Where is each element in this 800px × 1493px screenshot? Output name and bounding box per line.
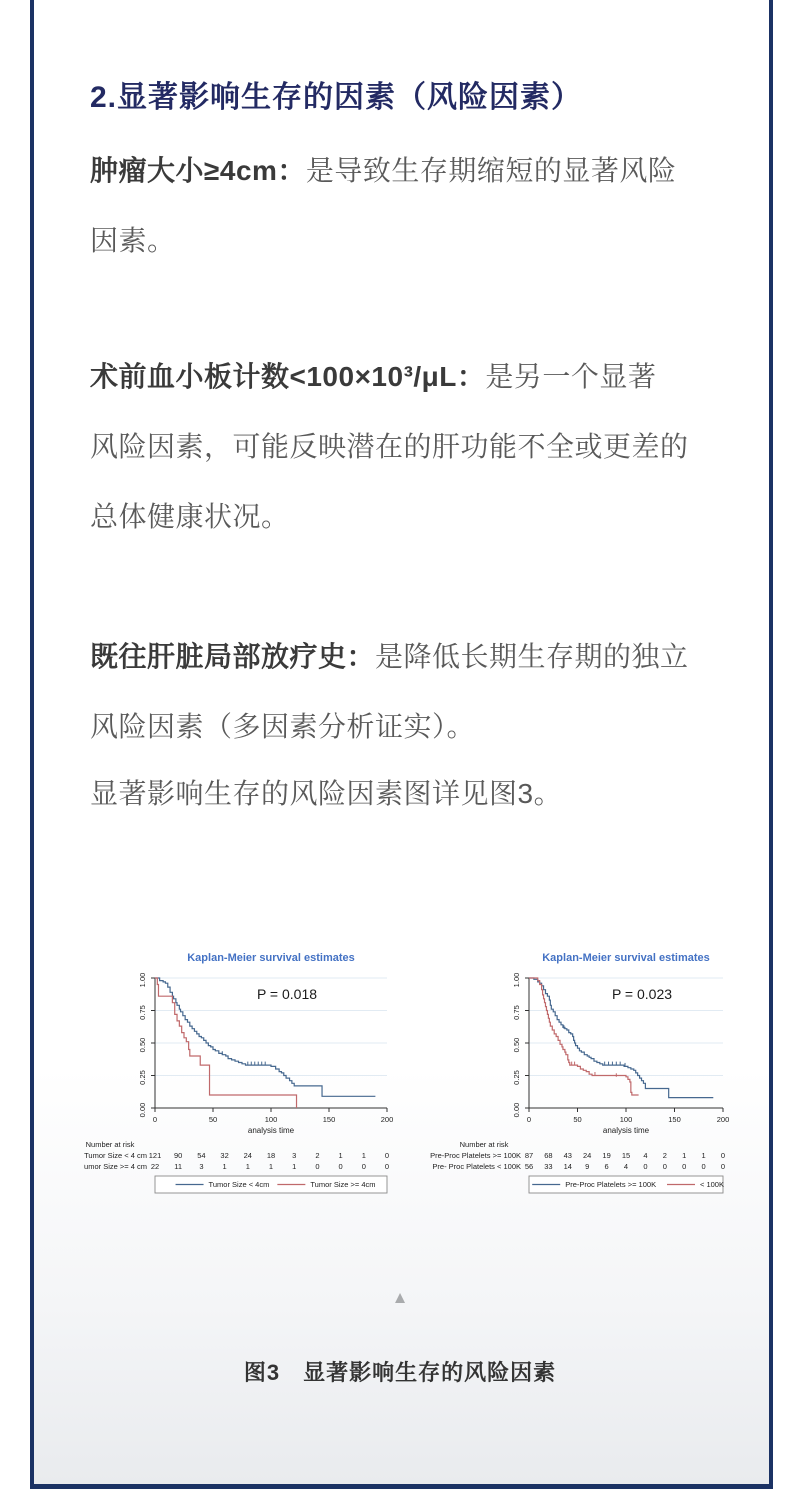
svg-text:1.00: 1.00: [512, 972, 521, 988]
figure-caption: 图3 显著影响生存的风险因素: [243, 1360, 557, 1385]
svg-text:4: 4: [643, 1151, 648, 1160]
svg-text:4: 4: [623, 1162, 629, 1171]
svg-text:1: 1: [701, 1151, 706, 1160]
svg-text:analysis time: analysis time: [247, 1126, 295, 1135]
svg-text:43: 43: [563, 1151, 572, 1160]
svg-text:0: 0: [682, 1162, 687, 1171]
km-chart-0: [84, 941, 415, 1195]
svg-text:54: 54: [197, 1151, 206, 1160]
section-heading: 2.显著影响生存的因素（风险因素）: [90, 81, 583, 114]
svg-text:1.00: 1.00: [138, 972, 147, 988]
svg-text:22: 22: [150, 1162, 160, 1171]
svg-text:1: 1: [682, 1151, 687, 1160]
svg-text:Kaplan-Meier survival estimate: Kaplan-Meier survival estimates: [542, 952, 710, 964]
svg-text:0.75: 0.75: [512, 1005, 521, 1020]
svg-text:1: 1: [222, 1162, 227, 1171]
paragraph-3-text: 是降低长期生存期的独立: [375, 641, 689, 672]
svg-text:analysis time: analysis time: [602, 1126, 650, 1135]
svg-text:150: 150: [322, 1115, 336, 1124]
svg-text:Tumor Size < 4 cm: Tumor Size < 4 cm: [84, 1151, 147, 1160]
svg-text:0: 0: [643, 1162, 648, 1171]
svg-text:Pre- Proc Platelets < 100K: Pre- Proc Platelets < 100K: [432, 1162, 521, 1171]
svg-text:24: 24: [583, 1151, 592, 1160]
svg-text:50: 50: [573, 1115, 582, 1124]
svg-text:200: 200: [380, 1115, 394, 1124]
svg-text:0: 0: [720, 1162, 726, 1171]
article-page: [30, 0, 773, 1489]
svg-text:150: 150: [668, 1115, 681, 1124]
svg-text:0.25: 0.25: [138, 1070, 147, 1085]
svg-text:< 100K: < 100K: [700, 1180, 724, 1189]
svg-text:0: 0: [701, 1162, 706, 1171]
svg-text:56: 56: [524, 1162, 534, 1171]
svg-text:0: 0: [315, 1162, 320, 1171]
svg-text:3: 3: [199, 1162, 204, 1171]
svg-text:Tumor Size >= 4cm: Tumor Size >= 4cm: [310, 1180, 376, 1189]
svg-text:0.25: 0.25: [512, 1070, 521, 1085]
svg-text:6: 6: [604, 1162, 609, 1171]
svg-text:121: 121: [148, 1151, 162, 1160]
svg-text:0: 0: [152, 1115, 158, 1124]
paragraph-1-line-1: [90, 152, 676, 190]
paragraph-2-line-2: 风险因素，可能反映潜在的肝功能不全或更差的: [90, 431, 689, 462]
svg-text:2: 2: [662, 1151, 667, 1160]
km-chart-platelets: [424, 941, 770, 1200]
svg-text:24: 24: [243, 1151, 252, 1160]
svg-text:0.50: 0.50: [512, 1037, 521, 1053]
paragraph-1-lead: 肿瘤大小≥4cm：: [90, 155, 306, 186]
paragraph-4-line-1: 显著影响生存的风险因素图详见图3。: [90, 778, 563, 809]
svg-text:33: 33: [544, 1162, 553, 1171]
svg-text:Number at risk: Number at risk: [85, 1140, 135, 1149]
svg-text:0: 0: [384, 1151, 390, 1160]
svg-text:11: 11: [174, 1162, 183, 1171]
svg-text:1: 1: [292, 1162, 297, 1171]
svg-text:1: 1: [245, 1162, 250, 1171]
km-chart-1: [424, 941, 770, 1195]
svg-text:0.50: 0.50: [138, 1037, 147, 1053]
svg-text:19: 19: [602, 1151, 611, 1160]
km-chart-tumor-size: [84, 941, 415, 1200]
collapse-triangle-icon: ▲: [391, 1288, 409, 1307]
svg-text:1: 1: [361, 1151, 366, 1160]
svg-text:1: 1: [338, 1151, 343, 1160]
svg-text:P = 0.023: P = 0.023: [611, 986, 673, 1002]
paragraph-2-text: 是另一个显著: [485, 361, 657, 392]
paragraph-2-lead: 术前血小板计数<100×10³/μL：: [90, 361, 486, 392]
svg-text:0.00: 0.00: [512, 1102, 521, 1118]
svg-text:14: 14: [563, 1162, 572, 1171]
paragraph-3-lead: 既往肝脏局部放疗史：: [90, 641, 376, 672]
svg-text:18: 18: [266, 1151, 276, 1160]
svg-text:200: 200: [716, 1115, 730, 1124]
paragraph-2-line-3: 总体健康状况。: [90, 501, 290, 532]
svg-text:0: 0: [662, 1162, 667, 1171]
svg-text:0: 0: [720, 1151, 726, 1160]
svg-text:Number at risk: Number at risk: [459, 1140, 509, 1149]
svg-text:2: 2: [315, 1151, 320, 1160]
svg-text:87: 87: [524, 1151, 534, 1160]
svg-text:Pre-Proc Platelets >= 100K: Pre-Proc Platelets >= 100K: [565, 1180, 657, 1189]
paragraph-1-line-2: 因素。: [90, 225, 176, 256]
svg-text:50: 50: [208, 1115, 218, 1124]
svg-text:100: 100: [619, 1115, 633, 1124]
svg-text:90: 90: [174, 1151, 183, 1160]
svg-text:32: 32: [220, 1151, 229, 1160]
paragraph-1-text: 是导致生存期缩短的显著风险: [305, 155, 677, 186]
svg-text:3: 3: [292, 1151, 297, 1160]
svg-text:0: 0: [384, 1162, 390, 1171]
svg-text:0.75: 0.75: [138, 1005, 147, 1020]
svg-text:Tumor Size < 4cm: Tumor Size < 4cm: [208, 1180, 270, 1189]
paragraph-3-line-2: 风险因素（多因素分析证实）。: [90, 711, 476, 742]
svg-text:P = 0.018: P = 0.018: [256, 986, 318, 1002]
svg-text:0: 0: [361, 1162, 366, 1171]
svg-text:100: 100: [264, 1115, 278, 1124]
svg-text:9: 9: [585, 1162, 590, 1171]
svg-text:1: 1: [268, 1162, 274, 1171]
paragraph-3-line-1: [90, 638, 689, 676]
svg-text:0: 0: [338, 1162, 343, 1171]
svg-text:0.00: 0.00: [138, 1102, 147, 1118]
svg-text:68: 68: [544, 1151, 553, 1160]
svg-text:15: 15: [621, 1151, 631, 1160]
paragraph-2-line-1: [90, 358, 656, 396]
svg-text:Pre-Proc Platelets >= 100K: Pre-Proc Platelets >= 100K: [430, 1151, 521, 1160]
svg-text:0: 0: [526, 1115, 532, 1124]
svg-text:Tumor Size >= 4 cm: Tumor Size >= 4 cm: [84, 1162, 147, 1171]
svg-text:Kaplan-Meier survival estimate: Kaplan-Meier survival estimates: [187, 952, 355, 964]
